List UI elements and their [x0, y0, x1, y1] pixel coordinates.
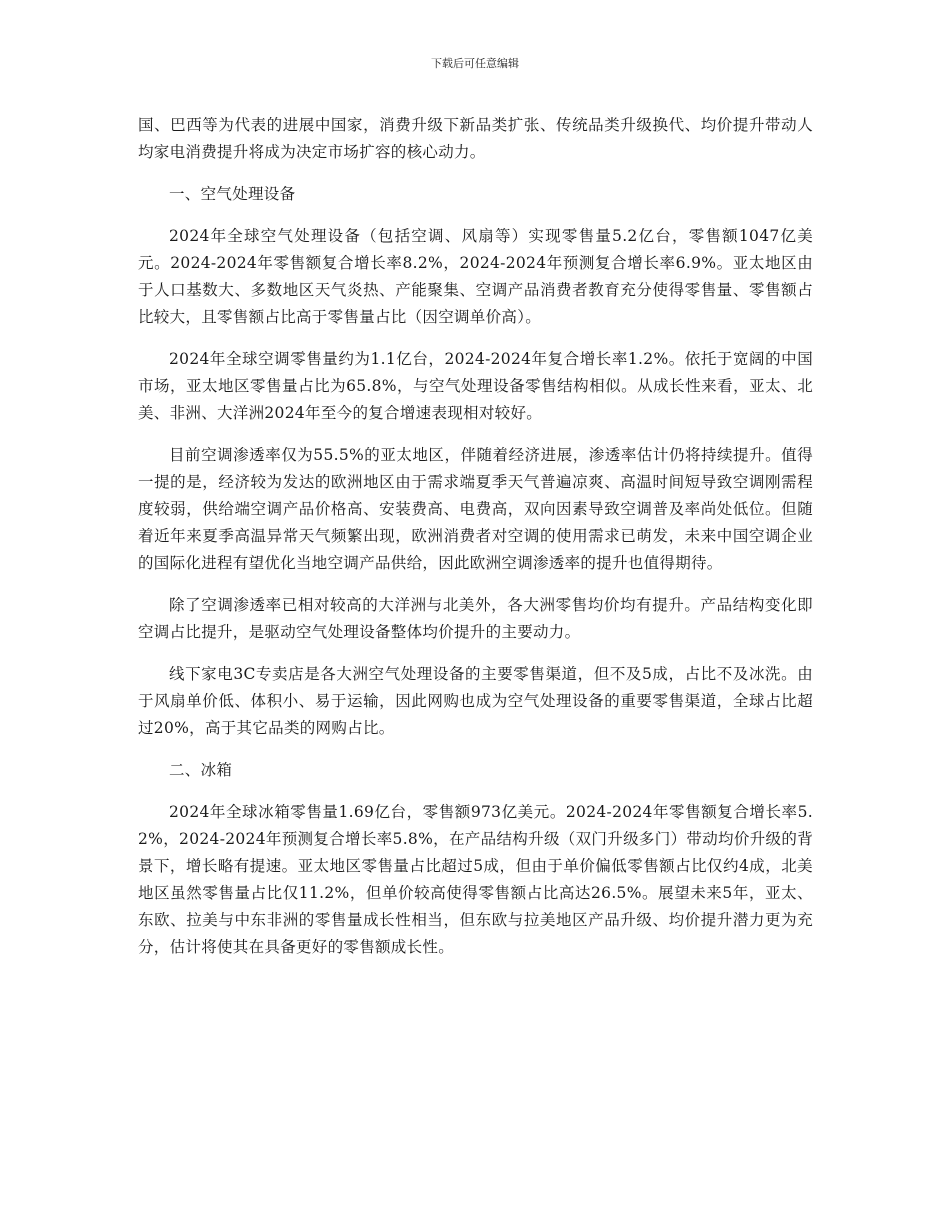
page-header: 下载后可任意编辑 — [431, 57, 519, 70]
paragraph-intro: 国、巴西等为代表的进展中国家，消费升级下新品类扩张、传统品类升级换代、均价提升带动人均家电消费提升将成为决定市场扩容的核心动力。 — [138, 116, 813, 161]
paragraph-retail-channels: 线下家电3C专卖店是各大洲空气处理设备的主要零售渠道，但不及5成，占比不及冰洗。由于风扇单价低、体积小、易于运输，因此网购也成为空气处理设备的重要零售渠道，全球占比超过20%，高于其它品类的网购占比。 — [138, 665, 813, 737]
paragraph-air-conditioner-sales: 2024年全球空调零售量约为1.1亿台，2024-2024年复合增长率1.2%。依托于宽阔的中国市场，亚太地区零售量占比为65.8%，与空气处理设备零售结构相似。从成长性来看，亚太、北美、非洲、大洋洲2024年至今的复合增速表现相对较好。 — [138, 350, 813, 422]
paragraph-penetration-rate: 目前空调渗透率仅为55.5%的亚太地区，伴随着经济进展，渗透率估计仍将持续提升。值得一提的是，经济较为发达的欧洲地区由于需求端夏季天气普遍凉爽、高温时间短导致空调刚需程度较弱，供给端空调产品价格高、安装费高、电费高，双向因素导致空调普及率尚处低位。但随着近年来夏季高温异常天气频繁出现，欧洲消费者对空调的使用需求已萌发，未来中国空调企业的国际化进程有望优化当地空调产品供给，因此欧洲空调渗透率的提升也值得期待。 — [138, 446, 813, 572]
paragraph-average-price: 除了空调渗透率已相对较高的大洋洲与北美外，各大洲零售均价均有提升。产品结构变化即空调占比提升，是驱动空气处理设备整体均价提升的主要动力。 — [138, 596, 813, 641]
section-heading-refrigerator: 二、冰箱 — [169, 761, 233, 779]
document-body — [138, 112, 813, 976]
section-heading-air-treatment: 一、空气处理设备 — [169, 185, 296, 203]
paragraph-refrigerator-overview: 2024年全球冰箱零售量1.69亿台，零售额973亿美元。2024-2024年零售额复合增长率5.2%，2024-2024年预测复合增长率5.8%，在产品结构升级（双门升级多门）带动均价升级的背景下，增长略有提速。亚太地区零售量占比超过5成，但由于单价偏低零售额占比仅约4成，北美地区虽然零售量占比仅11.2%，但单价较高使得零售额占比高达26.5%。展望未来5年，亚太、东欧、拉美与中东非洲的零售量成长性相当，但东欧与拉美地区产品升级、均价提升潜力更为充分，估计将使其在具备更好的零售额成长性。 — [138, 803, 813, 956]
paragraph-air-treatment-overview: 2024年全球空气处理设备（包括空调、风扇等）实现零售量5.2亿台，零售额1047亿美元。2024-2024年零售额复合增长率8.2%，2024-2024年预测复合增长率6.9%。亚太地区由于人口基数大、多数地区天气炎热、产能聚集、空调产品消费者教育充分使得零售量、零售额占比较大，且零售额占比高于零售量占比（因空调单价高）。 — [138, 227, 813, 326]
